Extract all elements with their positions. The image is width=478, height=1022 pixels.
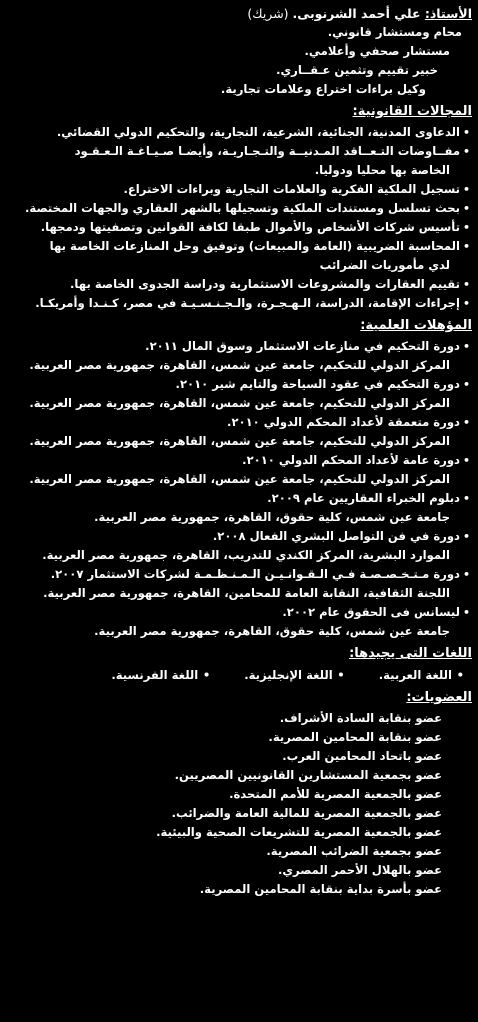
qualification-institution: المركز الدولي للتحكيم، جامعة عين شمس، القاهرة، جمهورية مصر العربية.: [29, 434, 450, 448]
qualifications-heading: المؤهلات العلمية:: [360, 318, 472, 333]
profile-header: [4, 4, 472, 23]
language-item: • اللغة الإنجليزية.: [244, 665, 344, 685]
language-item: • اللغة العربية.: [379, 665, 464, 685]
legal-field-continuation: الخاصة بها محليا ودوليا.: [314, 163, 450, 177]
membership-item: عضو بجمعية المستشارين القانونيين المصريين.: [174, 768, 442, 782]
membership-item: عضو بالجمعية المصرية للتشريعات الصحية والبيئية.: [156, 825, 442, 839]
membership-item: عضو بنقابة المحامين المصرية.: [268, 730, 442, 744]
qualification-institution: المركز الدولي للتحكيم، جامعة عين شمس، القاهرة، جمهورية مصر العربية.: [29, 396, 450, 410]
languages-heading: اللغات التى يجيدها:: [349, 646, 472, 661]
legal-field-item: • مفــاوضات التـعــاقد المـدنيــة والتـجـاريـة، وأيضـا صـيـاغـة الـعـقـود: [4, 142, 472, 161]
profile-name: علي أحمد الشرنوبى.: [292, 6, 425, 21]
role-line: محام ومستشار قانوني.: [327, 25, 462, 39]
qualification-institution: جامعة عين شمس، كلية حقوق، القاهرة، جمهورية مصر العربية.: [94, 624, 450, 638]
role-line: وكيل براءات اختراع وعلامات تجارية.: [220, 82, 426, 96]
legal-field-item: • بحث تسلسل ومستندات الملكية وتسجيلها بالشهر العقاري والجهات المختصة.: [4, 199, 472, 218]
qualification-institution: المركز الدولي للتحكيم، جامعة عين شمس، القاهرة، جمهورية مصر العربية.: [29, 472, 450, 486]
membership-item: عضو بأسرة بداية بنقابة المحامين المصرية.: [199, 882, 442, 896]
language-item: • اللغة الفرنسية.: [111, 665, 210, 685]
profile-note: (شريك): [247, 6, 293, 21]
legal-field-continuation: لدي مأموريات الضرائب: [319, 258, 450, 272]
qualification-course: • دورة مـتـخـصـصـة فـي الـقـوانـيـن الـمـنـظـمـة لشركات الاستثمار ٢٠٠٧.: [4, 565, 472, 584]
qualification-institution: جامعة عين شمس، كلية حقوق، القاهرة، جمهورية مصر العربية.: [94, 510, 450, 524]
qualification-course: • دورة متعمقة لأعداد المحكم الدولي ٢٠١٠.: [4, 413, 472, 432]
qualification-course: • دورة التحكيم في عقود السياحة والتايم شير ٢٠١٠.: [4, 375, 472, 394]
qualification-course: • دورة في فن التواصل البشري الفعال ٢٠٠٨.: [4, 527, 472, 546]
legal-field-item: • إجراءات الإقامة، الدراسة، الـهـجـرة، والـجـنـسـيـة في مصر، كـنـدا وأمريكـا.: [4, 294, 472, 313]
membership-item: عضو بالهلال الأحمر المصري.: [277, 863, 442, 877]
membership-item: عضو باتحاد المحامين العرب.: [282, 749, 442, 763]
qualification-course: • دبلوم الخبراء العقاريين عام ٢٠٠٩.: [4, 489, 472, 508]
qualification-institution: اللجنة الثقافية، النقابة العامة للمحامين، القاهرة، جمهورية مصر العربية.: [43, 586, 450, 600]
role-line: مستشار صحفي وأعلامي.: [304, 44, 450, 58]
membership-item: عضو بجمعية الضرائب المصرية.: [266, 844, 442, 858]
membership-item: عضو بالجمعية المصرية للمالية العامة والضرائب.: [171, 806, 442, 820]
legal-field-item: • تأسيس شركات الأشخاص والأموال طبقا لكافة القوانين وتصفيتها ودمجها.: [4, 218, 472, 237]
legal-fields-heading: المجالات القانونية:: [352, 104, 472, 119]
membership-item: عضو بنقابة السادة الأشراف.: [279, 711, 442, 725]
legal-field-item: • المحاسبة الضريبية (العامة والمبيعات) وتوفيق وحل المنازعات الخاصة بها: [4, 237, 472, 256]
qualification-course: • دورة التحكيم في منازعات الاستثمار وسوق المال ٢٠١١.: [4, 337, 472, 356]
profile-title: الأستاذ:: [424, 6, 472, 21]
qualification-course: • ليسانس فى الحقوق عام ٢٠٠٢.: [4, 603, 472, 622]
role-line: خبير تقييم وتثمين عـقــاري.: [276, 63, 438, 77]
memberships-heading: العضويات:: [406, 690, 472, 705]
legal-field-item: • تسجيل الملكية الفكرية والعلامات التجارية وبراءات الاختراع.: [4, 180, 472, 199]
qualification-institution: الموارد البشرية، المركز الكندي للتدريب، القاهرة، جمهورية مصر العربية.: [42, 548, 450, 562]
membership-item: عضو بالجمعية المصرية للأمم المتحدة.: [229, 787, 442, 801]
qualification-institution: المركز الدولي للتحكيم، جامعة عين شمس، القاهرة، جمهورية مصر العربية.: [29, 358, 450, 372]
legal-field-item: • الدعاوى المدنية، الجنائية، الشرعية، التجارية، والتحكيم الدولي القضائي.: [4, 123, 472, 142]
qualification-course: • دورة عامة لأعداد المحكم الدولي ٢٠١٠.: [4, 451, 472, 470]
languages-list: [4, 665, 472, 685]
legal-field-item: • تقييم العقارات والمشروعات الاستثمارية ودراسة الجدوى الخاصة بها.: [4, 275, 472, 294]
